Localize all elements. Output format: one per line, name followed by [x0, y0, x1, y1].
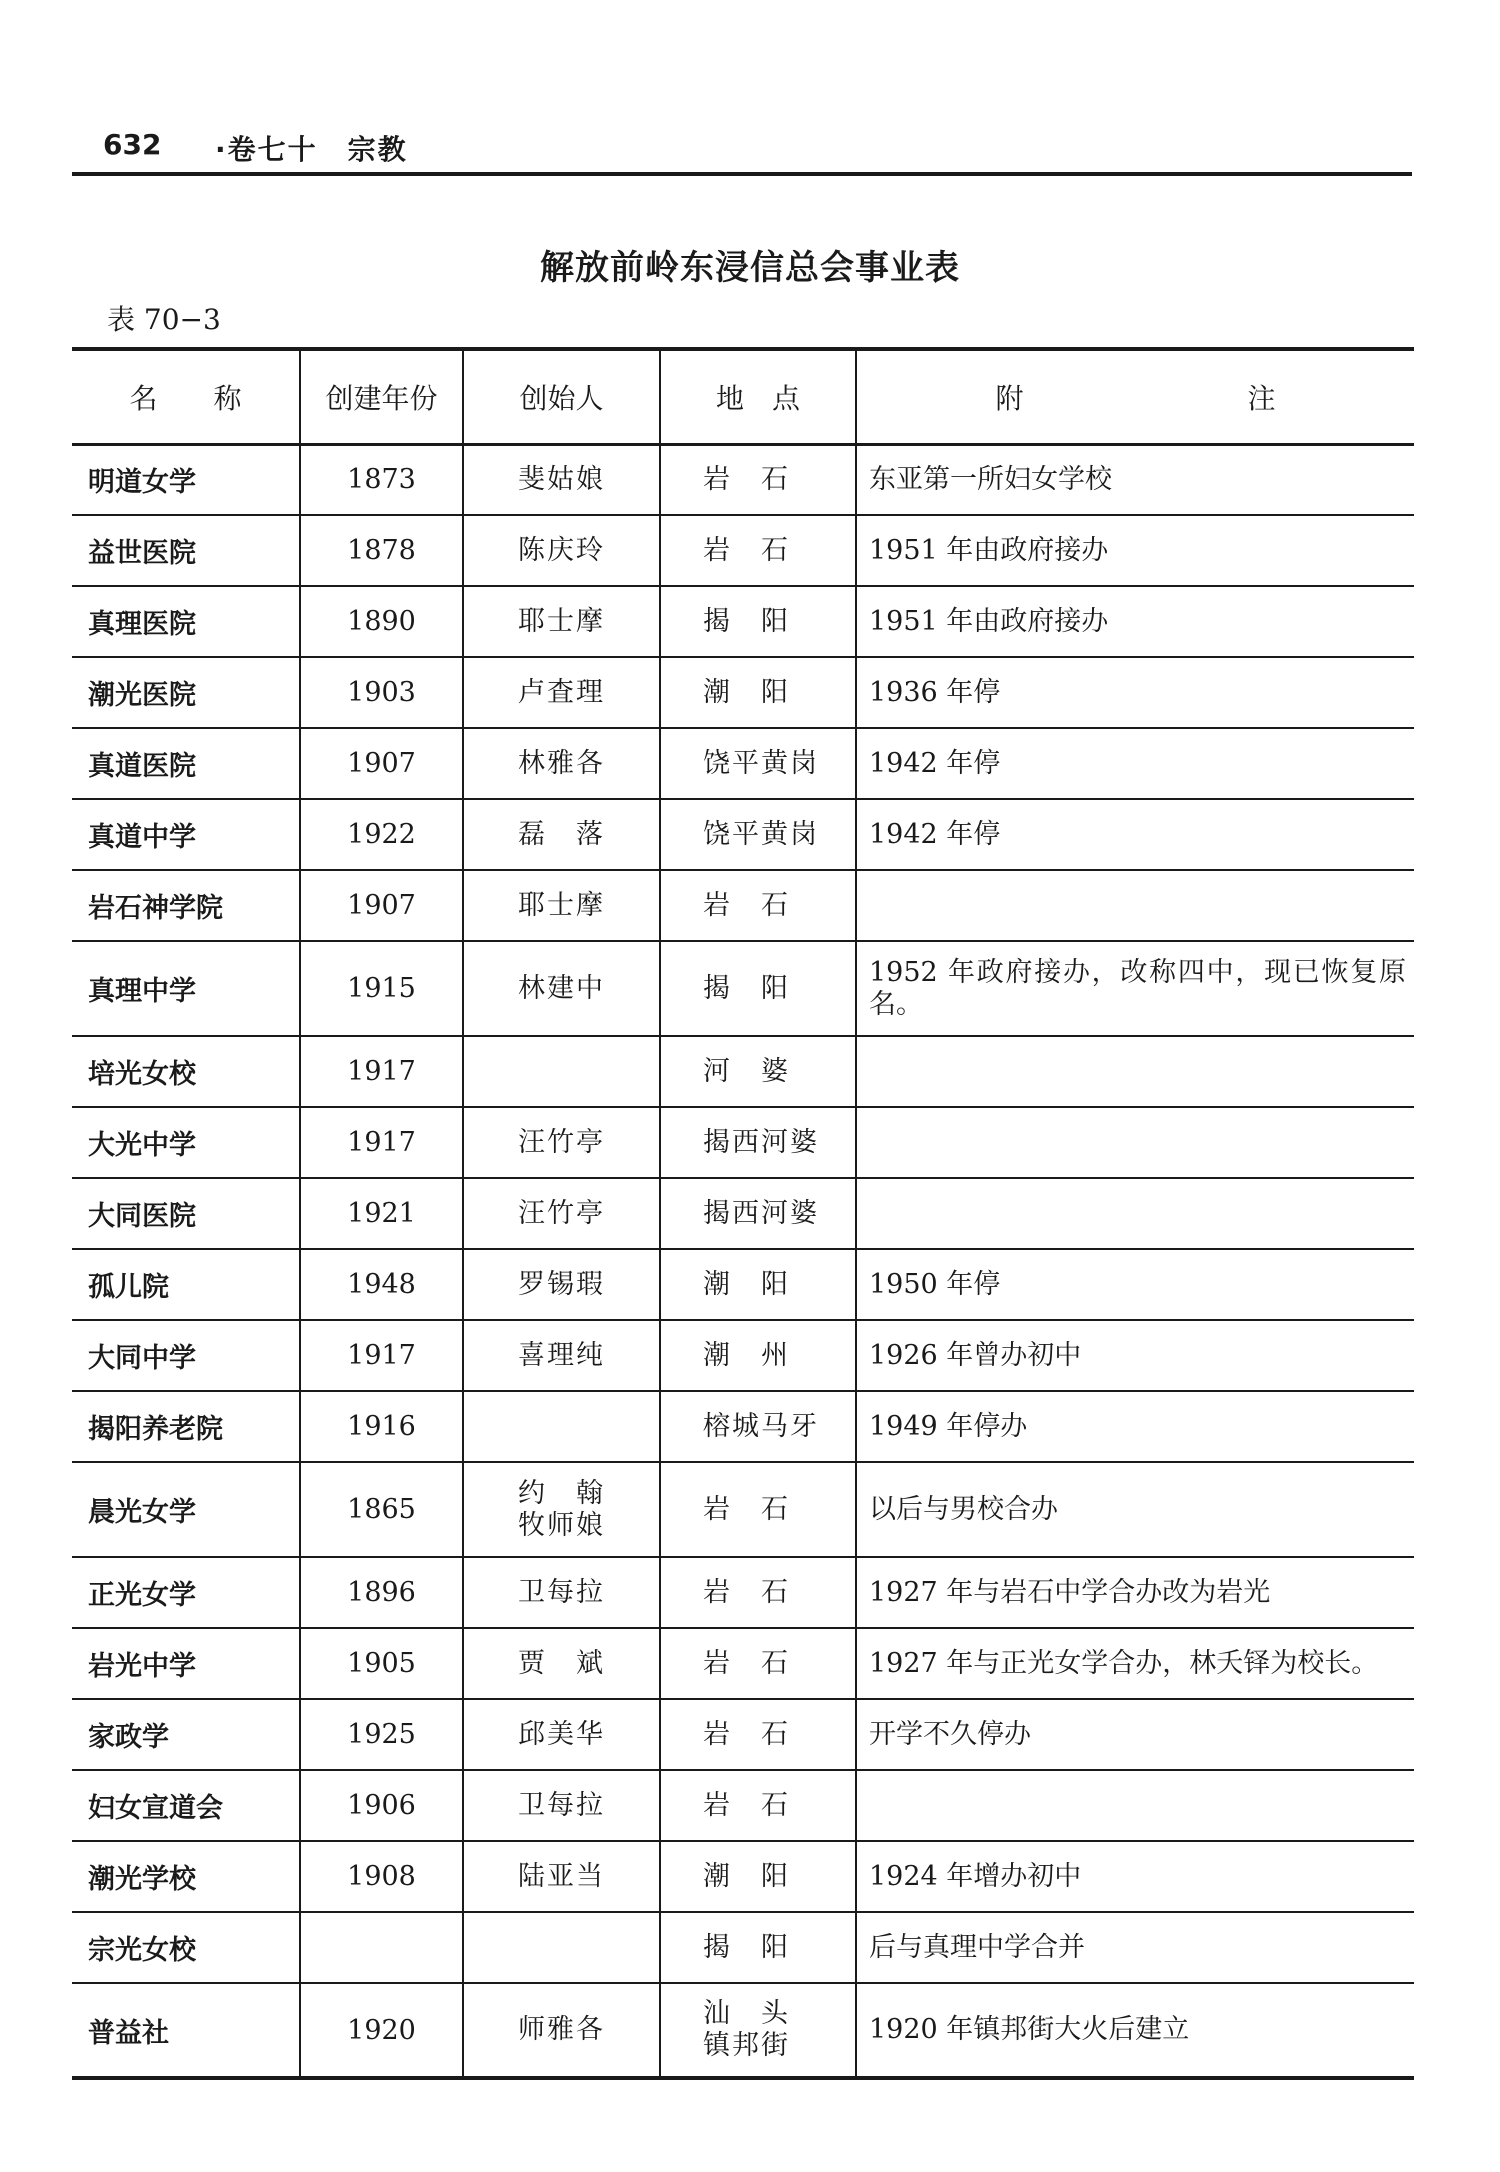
note-cell: 后与真理中学合并 — [856, 1912, 1414, 1983]
founder-cell: 卢査理 — [463, 657, 660, 728]
year-cell: 1916 — [300, 1391, 463, 1462]
table-row — [72, 870, 1414, 941]
note-cell: 1936 年停 — [856, 657, 1414, 728]
founder-cell — [463, 1391, 660, 1462]
table-row — [72, 1391, 1414, 1462]
section-title: ·卷七十 宗教 — [215, 133, 408, 166]
location-cell: 岩 石 — [660, 1557, 856, 1628]
note-cell: 1951 年由政府接办 — [856, 586, 1414, 657]
note-cell: 以后与男校合办 — [856, 1462, 1414, 1557]
founder-cell: 卫每拉 — [463, 1557, 660, 1628]
year-cell: 1906 — [300, 1770, 463, 1841]
note-cell: 1926 年曾办初中 — [856, 1320, 1414, 1391]
table-row — [72, 1983, 1414, 2078]
table-row — [72, 728, 1414, 799]
name-cell: 真理中学 — [72, 941, 300, 1036]
note-cell: 1950 年停 — [856, 1249, 1414, 1320]
note-cell: 1942 年停 — [856, 799, 1414, 870]
founder-cell: 罗锡瑕 — [463, 1249, 660, 1320]
location-cell: 河 婆 — [660, 1036, 856, 1107]
location-cell: 岩 石 — [660, 1770, 856, 1841]
table-row — [72, 1557, 1414, 1628]
name-cell: 真道医院 — [72, 728, 300, 799]
founder-cell: 卫每拉 — [463, 1770, 660, 1841]
year-cell — [300, 1912, 463, 1983]
year-cell: 1917 — [300, 1036, 463, 1107]
founder-cell: 陆亚当 — [463, 1841, 660, 1912]
name-cell: 真理医院 — [72, 586, 300, 657]
location-cell: 潮 阳 — [660, 1841, 856, 1912]
founder-cell: 林建中 — [463, 941, 660, 1036]
year-cell: 1922 — [300, 799, 463, 870]
name-cell: 家政学 — [72, 1699, 300, 1770]
name-cell: 岩石神学院 — [72, 870, 300, 941]
note-cell — [856, 870, 1414, 941]
table-row — [72, 1178, 1414, 1249]
name-cell: 普益社 — [72, 1983, 300, 2078]
note-cell: 1949 年停办 — [856, 1391, 1414, 1462]
location-cell: 岩 石 — [660, 444, 856, 515]
page-number: 632 — [103, 128, 162, 161]
year-cell: 1873 — [300, 444, 463, 515]
note-cell: 1927 年与岩石中学合办改为岩光 — [856, 1557, 1414, 1628]
year-cell: 1907 — [300, 870, 463, 941]
year-cell: 1921 — [300, 1178, 463, 1249]
column-header: 创建年份 — [300, 349, 463, 444]
note-cell: 开学不久停办 — [856, 1699, 1414, 1770]
table-header-row — [72, 349, 1414, 444]
table-row — [72, 586, 1414, 657]
note-cell: 东亚第一所妇女学校 — [856, 444, 1414, 515]
year-cell: 1917 — [300, 1320, 463, 1391]
location-cell: 饶平黄岗 — [660, 799, 856, 870]
name-cell: 孤儿院 — [72, 1249, 300, 1320]
founder-cell: 汪竹亭 — [463, 1178, 660, 1249]
year-cell: 1920 — [300, 1983, 463, 2078]
founder-cell: 喜理纯 — [463, 1320, 660, 1391]
founder-cell: 陈庆玲 — [463, 515, 660, 586]
column-header: 地 点 — [660, 349, 856, 444]
location-cell: 潮 阳 — [660, 1249, 856, 1320]
location-cell: 榕城马牙 — [660, 1391, 856, 1462]
name-cell: 正光女学 — [72, 1557, 300, 1628]
year-cell: 1878 — [300, 515, 463, 586]
note-cell: 1920 年镇邦街大火后建立 — [856, 1983, 1414, 2078]
name-cell: 大同医院 — [72, 1178, 300, 1249]
table-number: 表 70−3 — [107, 303, 221, 336]
year-cell: 1915 — [300, 941, 463, 1036]
table-row — [72, 1841, 1414, 1912]
name-cell: 真道中学 — [72, 799, 300, 870]
location-cell: 饶平黄岗 — [660, 728, 856, 799]
location-cell: 揭 阳 — [660, 1912, 856, 1983]
name-cell: 妇女宣道会 — [72, 1770, 300, 1841]
location-cell: 揭西河婆 — [660, 1107, 856, 1178]
location-cell: 揭 阳 — [660, 586, 856, 657]
table-row — [72, 941, 1414, 1036]
name-cell: 潮光医院 — [72, 657, 300, 728]
table-row — [72, 1770, 1414, 1841]
year-cell: 1903 — [300, 657, 463, 728]
table-row — [72, 1107, 1414, 1178]
table-row — [72, 1912, 1414, 1983]
location-cell: 揭西河婆 — [660, 1178, 856, 1249]
name-cell: 潮光学校 — [72, 1841, 300, 1912]
name-cell: 培光女校 — [72, 1036, 300, 1107]
founder-cell — [463, 1036, 660, 1107]
founder-cell: 师雅各 — [463, 1983, 660, 2078]
founder-cell — [463, 1912, 660, 1983]
founder-cell: 磊 落 — [463, 799, 660, 870]
name-cell: 岩光中学 — [72, 1628, 300, 1699]
location-cell: 汕 头 镇邦街 — [660, 1983, 856, 2078]
table-row — [72, 1699, 1414, 1770]
location-cell: 岩 石 — [660, 515, 856, 586]
year-cell: 1865 — [300, 1462, 463, 1557]
note-cell — [856, 1036, 1414, 1107]
table-title: 解放前岭东浸信总会事业表 — [540, 248, 960, 288]
name-cell: 宗光女校 — [72, 1912, 300, 1983]
header-rule — [72, 172, 1412, 176]
name-cell: 益世医院 — [72, 515, 300, 586]
location-cell: 揭 阳 — [660, 941, 856, 1036]
founder-cell: 林雅各 — [463, 728, 660, 799]
location-cell: 潮 州 — [660, 1320, 856, 1391]
year-cell: 1925 — [300, 1699, 463, 1770]
year-cell: 1890 — [300, 586, 463, 657]
founder-cell: 汪竹亭 — [463, 1107, 660, 1178]
note-cell — [856, 1770, 1414, 1841]
note-cell: 1952 年政府接办，改称四中，现已恢复原名。 — [856, 941, 1414, 1036]
table-row — [72, 799, 1414, 870]
year-cell: 1905 — [300, 1628, 463, 1699]
founder-cell: 贾 斌 — [463, 1628, 660, 1699]
note-cell: 1942 年停 — [856, 728, 1414, 799]
note-cell — [856, 1107, 1414, 1178]
table-row — [72, 515, 1414, 586]
location-cell: 岩 石 — [660, 1462, 856, 1557]
location-cell: 岩 石 — [660, 1628, 856, 1699]
table-row — [72, 1320, 1414, 1391]
year-cell: 1896 — [300, 1557, 463, 1628]
table-row — [72, 444, 1414, 515]
founder-cell: 约 翰 牧师娘 — [463, 1462, 660, 1557]
founder-cell: 邱美华 — [463, 1699, 660, 1770]
column-header: 附 注 — [856, 349, 1414, 444]
name-cell: 大光中学 — [72, 1107, 300, 1178]
location-cell: 潮 阳 — [660, 657, 856, 728]
name-cell: 大同中学 — [72, 1320, 300, 1391]
founder-cell: 耶士摩 — [463, 586, 660, 657]
year-cell: 1908 — [300, 1841, 463, 1912]
name-cell: 明道女学 — [72, 444, 300, 515]
note-cell: 1951 年由政府接办 — [856, 515, 1414, 586]
name-cell: 揭阳养老院 — [72, 1391, 300, 1462]
page-header — [103, 122, 1413, 170]
table-row — [72, 1628, 1414, 1699]
year-cell: 1917 — [300, 1107, 463, 1178]
enterprise-table — [72, 347, 1414, 2080]
location-cell: 岩 石 — [660, 870, 856, 941]
column-header: 名 称 — [72, 349, 300, 444]
founder-cell: 耶士摩 — [463, 870, 660, 941]
table-row — [72, 657, 1414, 728]
note-cell — [856, 1178, 1414, 1249]
table-row — [72, 1036, 1414, 1107]
note-cell: 1924 年增办初中 — [856, 1841, 1414, 1912]
year-cell: 1948 — [300, 1249, 463, 1320]
name-cell: 晨光女学 — [72, 1462, 300, 1557]
founder-cell: 斐姑娘 — [463, 444, 660, 515]
year-cell: 1907 — [300, 728, 463, 799]
table-row — [72, 1249, 1414, 1320]
table-row — [72, 1462, 1414, 1557]
column-header: 创始人 — [463, 349, 660, 444]
location-cell: 岩 石 — [660, 1699, 856, 1770]
note-cell: 1927 年与正光女学合办，林夭铎为校长。 — [856, 1628, 1414, 1699]
